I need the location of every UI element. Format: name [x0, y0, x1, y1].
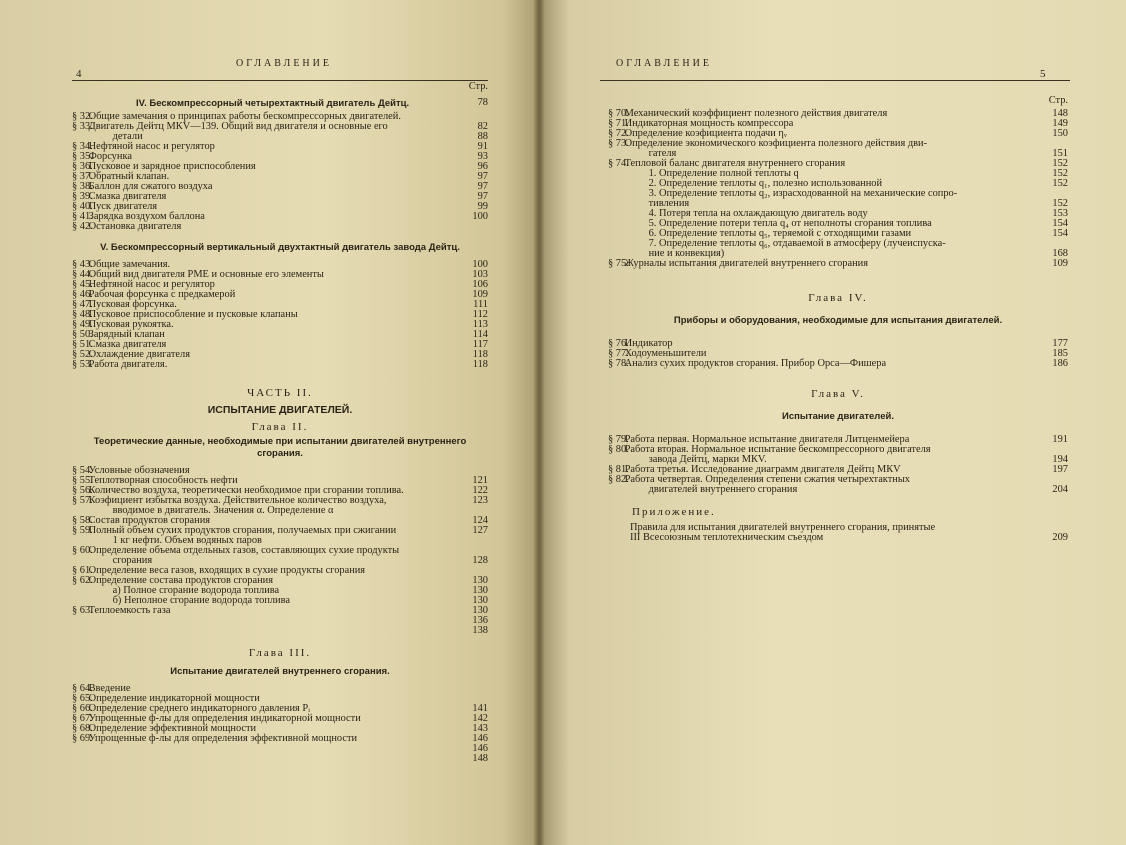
entry-title: детали: [112, 131, 143, 142]
section-number: § 55.: [72, 475, 93, 486]
chapter-heading-row: [72, 98, 488, 108]
entry-title: Индикатор: [624, 338, 673, 349]
page-ref: 114: [472, 329, 488, 340]
entry-title: Работа вторая. Нормальное испытание бескомпрессорного двигателя: [624, 444, 931, 455]
entry-title: Остановка двигателя: [88, 221, 182, 232]
section-number: § 63.: [72, 605, 93, 616]
page-ref: 204: [1052, 484, 1068, 495]
entry-title: тивления: [648, 198, 690, 209]
section-number: § 66.: [72, 703, 93, 714]
str-label: Стр.: [468, 81, 488, 92]
entry-title: Пусковая форсунка.: [88, 299, 177, 310]
section-number: § 69.: [72, 733, 93, 744]
page-ref: 151: [1052, 148, 1068, 159]
entry-title: Определение объема отдельных газов, составляющих сухие продукты: [88, 545, 400, 556]
page-ref: 93: [477, 151, 488, 162]
entry-title: а) Полное сгорание водорода топлива: [112, 585, 280, 596]
appendix-title: Приложение.: [632, 506, 716, 518]
entry-title: 4. Потеря тепла на охлаждающую двигатель воду: [648, 208, 868, 219]
chapter-heading: Приборы и оборудования, необходимые для испытания двигателей.: [673, 315, 1003, 326]
page-ref: 154: [1052, 218, 1068, 229]
section-number: § 36.: [72, 161, 93, 172]
entry-title: Тепловой баланс двигателя внутреннего сгорания: [624, 158, 846, 169]
page-ref: 78: [477, 97, 488, 108]
chapter-title: Глава III.: [248, 647, 312, 659]
entry-title: двигателей внутреннего сгорания: [648, 484, 798, 495]
entry-title: 1. Определение полной теплоты q: [648, 168, 799, 179]
entry-title: Определение эффективной мощности: [88, 723, 257, 734]
page-ref: 100: [472, 211, 488, 222]
toc-entry: [608, 485, 1068, 495]
section-number: § 74.: [608, 158, 629, 169]
section-number: § 67.: [72, 713, 93, 724]
section-number: § 43.: [72, 259, 93, 270]
toc-right: [608, 96, 1068, 543]
appendix-text: Правила для испытания двигателей внутреннего сгорания, принятые: [630, 522, 936, 533]
appendix-text: III Всесоюзным теплотехническим съездом: [630, 532, 824, 543]
toc-list: [72, 466, 488, 636]
section-number: § 80.: [608, 444, 629, 455]
page-ref: 130: [472, 605, 488, 616]
section-number: § 52.: [72, 349, 93, 360]
chapter-title: Глава II.: [251, 421, 309, 433]
chapter-title: Глава IV.: [808, 292, 868, 304]
section-number: § 38.: [72, 181, 93, 192]
page-ref: 109: [472, 289, 488, 300]
entry-title: Ходоуменьшители: [624, 348, 707, 359]
appendix-row: [608, 533, 1068, 543]
page-ref: 197: [1052, 464, 1068, 475]
chapter-title: Глава V.: [811, 388, 865, 400]
page-ref: 148: [1052, 108, 1068, 119]
entry-title: Пуск двигателя: [88, 201, 158, 212]
page-ref: 97: [477, 191, 488, 202]
page-ref: 118: [472, 359, 488, 370]
entry-title: Упрощенные ф-лы для определения индикаторной мощности: [88, 713, 361, 724]
section-number: § 39.: [72, 191, 93, 202]
entry-title: Нефтяной насос и регулятор: [88, 141, 215, 152]
entry-title: Зарядка воздухом баллона: [88, 211, 205, 222]
entry-title: Определение экономического коэфициента полезного действия дви-: [624, 138, 928, 149]
entry-title: Двигатель Дейтц МКV—139. Общий вид двигателя и основные его: [88, 121, 388, 132]
section-number: § 77.: [608, 348, 629, 359]
toc-entry: [72, 360, 488, 370]
entry-title: Баллон для сжатого воздуха: [88, 181, 213, 192]
entry-title: Работа третья. Исследование диаграмм двигателя Дейтц МКV: [624, 464, 901, 475]
entry-title: Упрощенные ф-лы для определения эффективной мощности: [88, 733, 358, 744]
section-number: § 34.: [72, 141, 93, 152]
section-number: § 40.: [72, 201, 93, 212]
section-number: § 59.: [72, 525, 93, 536]
section-number: § 50.: [72, 329, 93, 340]
toc-entry: [72, 754, 488, 764]
section-number: § 70.: [608, 108, 629, 119]
page-header: ОГЛАВЛЕНИЕ: [236, 58, 332, 69]
page-ref: 106: [472, 279, 488, 290]
page-ref: 177: [1052, 338, 1068, 349]
toc-left: [72, 82, 488, 764]
page-ref: 118: [472, 349, 488, 360]
entry-title: Работа двигателя.: [88, 359, 168, 370]
entry-title: 5. Определение потери тепла q₄ от неполноты сгорания топлива: [648, 218, 932, 229]
entry-title: Определение среднего индикаторного давления Pᵢ: [88, 703, 310, 714]
section-number: § 57.: [72, 495, 93, 506]
page-ref: 88: [477, 131, 488, 142]
page-ref: 91: [477, 141, 488, 152]
toc-entry: [72, 744, 488, 754]
page-ref: 143: [472, 723, 488, 734]
page-ref: 97: [477, 181, 488, 192]
section-number: § 73.: [608, 138, 629, 149]
section-number: § 78.: [608, 358, 629, 369]
section-number: § 54.: [72, 465, 93, 476]
entry-title: Работа первая. Нормальное испытание двигателя Литценмейера: [624, 434, 910, 445]
page-ref: 136: [472, 615, 488, 626]
page-ref: 130: [472, 585, 488, 596]
section-number: § 45.: [72, 279, 93, 290]
page-ref: 186: [1052, 358, 1068, 369]
section-number: § 72.: [608, 128, 629, 139]
page-ref: 121: [472, 475, 488, 486]
entry-title: Условные обозначения: [88, 465, 190, 476]
toc-list: [72, 112, 488, 232]
page-ref: 152: [1052, 198, 1068, 209]
section-number: § 48.: [72, 309, 93, 320]
toc-list: [608, 339, 1068, 369]
section-number: § 58.: [72, 515, 93, 526]
section-number: § 65.: [72, 693, 93, 704]
toc-entry: [72, 626, 488, 636]
section-number: § 61.: [72, 565, 93, 576]
toc-list: [72, 260, 488, 370]
page-ref: 152: [1052, 168, 1068, 179]
toc-entry: [72, 142, 488, 152]
page-ref: 148: [472, 753, 488, 764]
toc-list: [608, 109, 1068, 269]
chapter-heading: V. Бескомпрессорный вертикальный двухтактный двигатель завода Дейтц.: [100, 242, 460, 253]
entry-title: Пусковое и зарядное приспособления: [88, 161, 256, 172]
entry-title: б) Неполное сгорание водорода топлива: [112, 595, 290, 606]
toc-entry: [608, 139, 1068, 149]
part-subtitle: ИСПЫТАНИЕ ДВИГАТЕЛЕЙ.: [207, 404, 353, 416]
right-page: [540, 0, 1126, 845]
entry-title: ние и конвекция): [648, 248, 725, 259]
toc-list: [72, 684, 488, 764]
page-ref: 153: [1052, 208, 1068, 219]
page-header: ОГЛАВЛЕНИЕ: [616, 58, 712, 69]
toc-list: [608, 435, 1068, 495]
page-ref: 122: [472, 485, 488, 496]
page-ref: 117: [472, 339, 488, 350]
page-ref: 149: [1052, 118, 1068, 129]
page-ref: 168: [1052, 248, 1068, 259]
page-ref: 113: [472, 319, 488, 330]
section-number: § 42.: [72, 221, 93, 232]
entry-title: [86, 753, 110, 764]
chapter-heading: сгорания.: [257, 448, 303, 459]
entry-title: вводимое в двигатель. Значения α. Определение α: [112, 505, 334, 516]
page-ref: 112: [472, 309, 488, 320]
entry-title: Пусковое приспособление и пусковые клапаны: [88, 309, 298, 320]
entry-title: 1 кг нефти. Объем водяных паров: [112, 535, 262, 546]
entry-title: Состав продуктов сгорания: [88, 515, 211, 526]
section-number: § 75.: [608, 258, 629, 269]
entry-title: Смазка двигателя: [88, 339, 167, 350]
page-ref: 191: [1052, 434, 1068, 445]
entry-title: Теплоемкость газа: [88, 605, 171, 616]
entry-title: Определение веса газов, входящих в сухие продукты сгорания: [88, 565, 366, 576]
str-row: [72, 82, 488, 92]
section-number: § 56.: [72, 485, 93, 496]
entry-title: Анализ сухих продуктов сгорания. Прибор Орса—Фишера: [624, 358, 887, 369]
entry-title: Коэфициент избытка воздуха. Действительное количество воздуха,: [88, 495, 387, 506]
page-ref: 209: [1052, 532, 1068, 543]
page-ref: 82: [477, 121, 488, 132]
page-number: 4: [76, 68, 82, 80]
entry-title: Работа четвертая. Определения степени сжатия четырехтактных: [624, 474, 911, 485]
part-title: ЧАСТЬ II.: [247, 387, 313, 399]
toc-entry: [72, 734, 488, 744]
toc-entry: [72, 606, 488, 616]
page-ref: 100: [472, 259, 488, 270]
page-ref: 103: [472, 269, 488, 280]
entry-title: Общие замечания о принципах работы бескомпрессорных двигателей.: [88, 111, 401, 122]
left-page: [0, 0, 540, 845]
toc-entry: [608, 359, 1068, 369]
section-number: § 71.: [608, 118, 629, 129]
entry-title: сгорания: [112, 555, 153, 566]
page-ref: 96: [477, 161, 488, 172]
chapter-heading: Испытание двигателей.: [782, 411, 894, 422]
chapter-heading: IV. Бескомпрессорный четырехтактный двигатель Дейтц.: [136, 98, 410, 109]
section-number: § 44.: [72, 269, 93, 280]
entry-title: Индикаторная мощность компрессора: [624, 118, 794, 129]
page-ref: 185: [1052, 348, 1068, 359]
str-label: Стр.: [1048, 95, 1068, 106]
section-number: § 47.: [72, 299, 93, 310]
entry-title: Введение: [88, 683, 131, 694]
section-number: § 81.: [608, 464, 629, 475]
header-rule: [72, 80, 488, 81]
entry-title: Рабочая форсунка с предкамерой: [88, 289, 236, 300]
section-number: § 51.: [72, 339, 93, 350]
section-number: § 60.: [72, 545, 93, 556]
section-number: § 64.: [72, 683, 93, 694]
chapter-heading: Теоретические данные, необходимые при испытании двигателей внутреннего: [93, 436, 467, 447]
entry-title: Полный объем сухих продуктов сгорания, получаемых при сжигании: [88, 525, 397, 536]
chapter-heading: Испытание двигателей внутреннего сгорания.: [170, 666, 390, 677]
section-number: § 32.: [72, 111, 93, 122]
page-ref: 146: [472, 733, 488, 744]
page-ref: 130: [472, 595, 488, 606]
page-ref: 128: [472, 555, 488, 566]
page-ref: 152: [1052, 178, 1068, 189]
page-ref: 123: [472, 495, 488, 506]
section-number: § 53.: [72, 359, 93, 370]
page-ref: 111: [473, 299, 488, 310]
section-number: § 79.: [608, 434, 629, 445]
entry-title: Теплотворная способность нефти: [88, 475, 238, 486]
entry-title: 2. Определение теплоты q₁, полезно использованной: [648, 178, 883, 189]
entry-title: Пусковая рукоятка.: [88, 319, 174, 330]
entry-title: Зарядный клапан: [88, 329, 165, 340]
entry-title: гателя: [648, 148, 677, 159]
page-ref: 127: [472, 525, 488, 536]
toc-entry: [72, 616, 488, 626]
section-number: § 49.: [72, 319, 93, 330]
entry-title: 3. Определение теплоты q₂, израсходованной на механические сопро-: [648, 188, 958, 199]
page-ref: 150: [1052, 128, 1068, 139]
entry-title: Охлаждение двигателя: [88, 349, 190, 360]
page-ref: 154: [1052, 228, 1068, 239]
entry-title: 6. Определение теплоты q₅, теряемой с отходящими газами: [648, 228, 912, 239]
entry-title: Форсунка: [88, 151, 132, 162]
entry-title: Журналы испытания двигателей внутреннего сгорания: [624, 258, 868, 269]
page-ref: 142: [472, 713, 488, 724]
entry-title: [86, 625, 110, 636]
entry-title: Общие замечания.: [88, 259, 171, 270]
page-ref: 99: [477, 201, 488, 212]
toc-entry: [608, 259, 1068, 269]
section-number: § 37.: [72, 171, 93, 182]
entry-title: Нефтяной насос и регулятор: [88, 279, 215, 290]
page-ref: 152: [1052, 158, 1068, 169]
entry-title: Смазка двигателя: [88, 191, 167, 202]
section-number: § 33.: [72, 121, 93, 132]
entry-title: Обратный клапан.: [88, 171, 170, 182]
page-ref: 194: [1052, 454, 1068, 465]
section-number: § 82.: [608, 474, 629, 485]
page-ref: 130: [472, 575, 488, 586]
section-number: § 76.: [608, 338, 629, 349]
toc-entry: [72, 222, 488, 232]
page-ref: 124: [472, 515, 488, 526]
section-number: § 68.: [72, 723, 93, 734]
header-rule: [600, 80, 1070, 81]
entry-title: завода Дейтц, марки МКV.: [648, 454, 767, 465]
section-number: § 35.: [72, 151, 93, 162]
section-number: § 41.: [72, 211, 93, 222]
page-ref: 97: [477, 171, 488, 182]
entry-title: Определение коэфициента подачи ηᵥ: [624, 128, 787, 139]
entry-title: 7. Определение теплоты q₆, отдаваемой в атмосферу (лучеиспуска-: [648, 238, 946, 249]
page-ref: 141: [472, 703, 488, 714]
page-ref: 109: [1052, 258, 1068, 269]
book-gutter: [533, 0, 545, 845]
page-ref: 138: [472, 625, 488, 636]
entry-title: Механический коэффициент полезного действия двигателя: [624, 108, 888, 119]
entry-title: Общий вид двигателя РМЕ и основные его элементы: [88, 269, 324, 280]
page-number: 5: [1040, 68, 1046, 80]
entry-title: Определение состава продуктов сгорания: [88, 575, 273, 586]
section-number: § 46.: [72, 289, 93, 300]
page-ref: 146: [472, 743, 488, 754]
section-number: § 62.: [72, 575, 93, 586]
entry-title: Определение индикаторной мощности: [88, 693, 260, 704]
str-row: [608, 96, 1068, 106]
entry-title: Количество воздуха, теоретически необходимое при сгорании топлива.: [88, 485, 404, 496]
